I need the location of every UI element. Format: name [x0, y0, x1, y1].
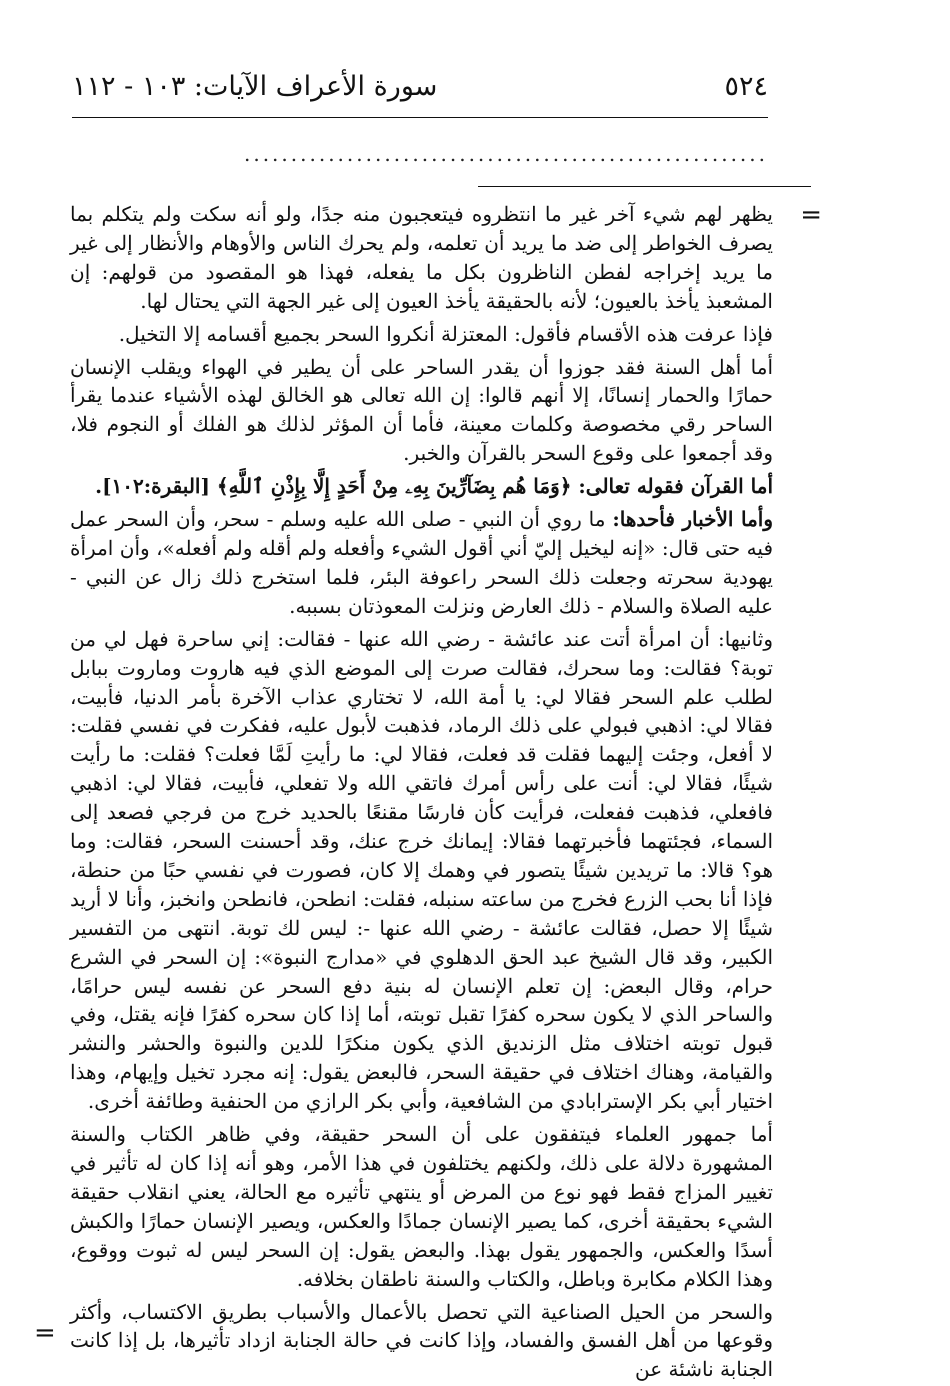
paragraph-text: أما جمهور العلماء فيتفقون على أن السحر حقيقة، وفي ظاهر الكتاب والسنة المشهورة دلالة على ذلك، ولكنهم يختلفون في هذا الأمر، وهو أنه إذا كان له تأثير في تغيير المزاج فقط فهو نوع من المرض أو ينتهي تأثيره مع الحالة، يعني انقلاب حقيقة الشيء بحقيقة أخرى، كما يصير الإنسان جمادًا والعكس، ويصير الإنسان حمارًا والكبش أسدًا والعكس، والجمهور يقول بهذا. والبعض يقول: إن السحر ليس له ثبوت ووقوع، وهذا الكلام مكابرة وباطل، والكتاب والسنة ناطقان بخلافه. [70, 1122, 773, 1291]
paragraph [70, 353, 773, 469]
paragraph-text: والسحر من الحيل الصناعية التي تحصل بالأعمال والأسباب بطريق الاكتساب، وأكثر وقوعها من أهل الفسق والفساد، وإذا كانت في حالة الجنابة ازداد تأثيرها، بل إذا كانت الجنابة ناشئة عن [70, 1299, 773, 1382]
footnote-rule [478, 186, 811, 187]
paragraph [70, 320, 773, 349]
paragraph [70, 1298, 773, 1385]
surah-title: سورة الأعراف الآيات: ١٠٣ - ١١٢ [72, 70, 438, 102]
page-number: ٥٢٤ [724, 70, 768, 102]
paragraph-text: وثانيها: أن امرأة أتت عند عائشة - رضي الله عنها - فقالت: إني ساحرة فهل لي من توبة؟ فقالت: وما سحرك، فقالت صرت إلى الموضع الذي فيه هاروت وماروت ببابل لطلب علم السحر فقالا لي: يا أمة الله، لا تختاري عذاب الآخرة بأمر الدنيا، فأبيت، فقالا لي: اذهبي فبولي على ذلك الرماد، فذهبت لأبول عليه، ففكرت في نفسي فقلت: لا أفعل، وجئت إليهما فقلت قد فعلت، فقالا لي: ما رأيتِ لَمَّا فعلت؟ فقلت: ما رأيت شيئًا، فقالا لي: أنت على رأس أمرك فاتقي الله ولا تفعلي، فأبيت، فقالا لي: اذهبي فافعلي، فذهبت ففعلت، فرأيت كأن فارسًا مقنعًا بالحديد خرج من فرجي فصعد إلى السماء، فجئتهما فأخبرتهما فقالا: إيمانك خرج عنك، وقد أحسنت السحر، فقالت: وما هو؟ قالا: ما تريدين شيئًا يتصور في وهمك إلا كان، فصورت في نفسي حبًا من حنطة، فإذا أنا بحب الزرع فخرج من ساعته سنبله، فقلت: انطحن، فانطحن وانخبز، وأنا لا أريد شيئًا إلا حصل، فقالت عائشة - رضي الله عنها -: ليس لك توبة. انتهى من التفسير الكبير، وقد قال الشيخ عبد الحق الدهلوي في «مدارج النبوة»: إن السحر في الشرع حرام، وقال البعض: إن تعلم الإنسان له بنية دفع السحر عن نفسه ليس حرامًا، والساحر الذي لا يكون سحره كفرًا تقبل توبته، أما إذا كان سحره كفرًا فإنه يقتل، وفي قبول توبته اختلاف مثل الزنديق الذي يكون منكرًا للدين والنبوة والحشر والنشر والقيامة، وهناك اختلاف في حقيقة السحر، فالبعض يقول: إنه مجرد تخيل وإيهام، وهذا اختيار أبي بكر الإسترابادي من الشافعية، وأبي بكر الرازي من الحنفية وطائفة أخرى. [70, 626, 773, 1114]
paragraph-text: ما روي أن النبي - صلى الله عليه وسلم - سحر، وأن السحر عمل فيه حتى قال: «إنه ليخيل إليّ أني أقول الشيء وأفعله ولم أقله ولم أفعله»، وأن امرأة يهودية سحرته وجعلت ذلك السحر راعوفة البئر، فلما استخرج ذلك زال عن النبي - عليه الصلاة والسلام - ذلك العارض ونزلت المعوذتان بسببه. [70, 507, 773, 618]
running-header [72, 66, 768, 106]
continuation-marker-top: = [800, 200, 822, 230]
continuation-marker-bottom: = [34, 1318, 56, 1348]
paragraph-lead: وأما الأخبار فأحدها: [612, 507, 773, 532]
paragraph-lead: أما القرآن [690, 474, 773, 499]
paragraph [70, 200, 773, 316]
paragraph-text: يظهر لهم شيء آخر غير ما انتظروه فيتعجبون منه جدًا، ولو أنه سكت ولم يتكلم بما يصرف الخواطر إلى ضد ما يريد أن تعلمه، ولم يحرك الناس والأوهام والأنظار إلى غير ما يريد إخراجه لفطن الناظرون بكل ما يفعله، فهذا هو المقصود من قولهم: إن المشعبذ يأخذ بالعيون؛ لأنه بالحقيقة يأخذ العيون إلى غير الجهة التي يحتال لها. [70, 202, 773, 313]
paragraph [70, 505, 773, 621]
paragraph [70, 472, 773, 501]
paragraph-text: أما أهل السنة فقد جوزوا أن يقدر الساحر على أن يطير في الهواء ويقلب الإنسان حمارًا والحمار إنسانًا، إلا أنهم قالوا: إن الله تعالى هو الخالق لهذه الأشياء عندما يقرأ الساحر رقي مخصوصة وكلمات معينة، فأما أن المؤثر لذلك هو الفلك أو النجوم فلا، وقد أجمعوا على وقوع السحر بالقرآن والخبر. [70, 354, 773, 466]
body-text [70, 200, 773, 1384]
paragraph [70, 1120, 773, 1293]
paragraph [70, 625, 773, 1116]
header-rule [72, 117, 768, 118]
paragraph-text: فقوله تعالى: ﴿وَمَا هُم بِضَآرِّينَ بِهِۦ مِنْ أَحَدٍ إِلَّا بِإِذْنِ ٱللَّهِ﴾ [البقرة:١٠٢]. [95, 474, 691, 499]
paragraph-text: فإذا عرفت هذه الأقسام فأقول: المعتزلة أنكروا السحر بجميع أقسامه إلا التخيل. [118, 321, 773, 346]
separator-dots: ........................................................ [243, 142, 768, 166]
